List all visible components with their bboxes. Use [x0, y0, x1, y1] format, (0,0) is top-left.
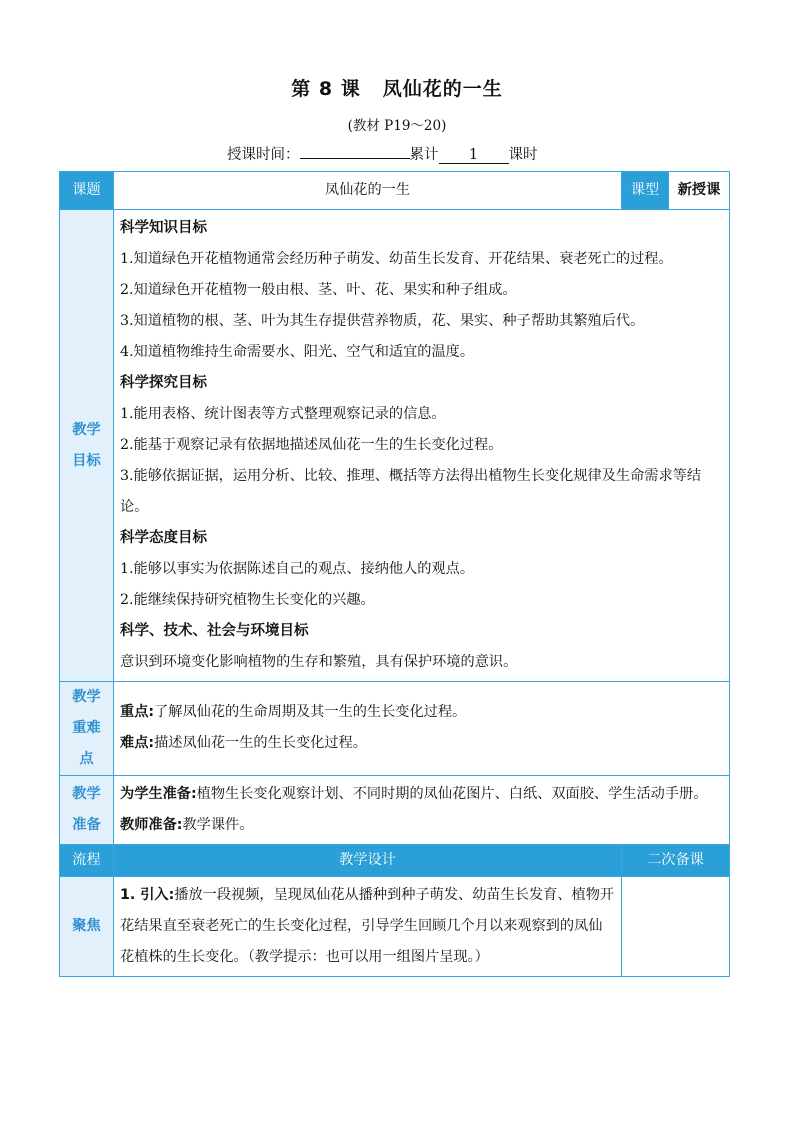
teacher-prep — [120, 810, 723, 841]
flow-header-process: 流程 — [60, 845, 114, 877]
topic-value: 凤仙花的一生 — [114, 172, 622, 210]
flow-header-revision: 二次备课 — [622, 845, 730, 877]
keypoints-label-line2: 重难 — [72, 720, 101, 736]
lesson-plan-table — [59, 171, 730, 977]
teacher-prep-text: 教学课件。 — [182, 817, 254, 833]
focus-row — [60, 877, 730, 977]
focus-paragraph — [120, 880, 615, 973]
student-prep-text: 植物生长变化观察计划、不同时期的凤仙花图片、白纸、双面胶、学生活动手册。 — [196, 786, 708, 802]
goals-label — [60, 210, 114, 682]
keypoints-label-line3: 点 — [79, 751, 94, 767]
teacher-prep-label: 教师准备: — [120, 817, 183, 833]
knowledge-item: 3.知道植物的根、茎、叶为其生存提供营养物质，花、果实、种子帮助其繁殖后代。 — [120, 313, 645, 329]
student-prep-label: 为学生准备: — [120, 786, 197, 802]
sts-item: 意识到环境变化影响植物的生存和繁殖，具有保护环境的意识。 — [120, 654, 518, 670]
goals-row — [60, 210, 730, 682]
goals-content — [114, 210, 730, 682]
cumulative-blank — [439, 147, 509, 164]
keypoints-label — [60, 682, 114, 776]
lesson-meta — [227, 143, 538, 164]
prep-label — [60, 776, 114, 845]
type-label: 课型 — [622, 172, 669, 210]
focus-step-label: 1. 引入: — [120, 887, 175, 903]
inquiry-item: 2.能基于观察记录有依据地描述凤仙花一生的生长变化过程。 — [120, 437, 503, 453]
cumulative-label: 累计 — [409, 147, 439, 163]
lesson-title: 凤仙花的一生 — [382, 78, 503, 100]
prep-label-line1: 教学 — [72, 786, 101, 802]
inquiry-item: 3.能够依据证据，运用分析、比较、推理、概括等方法得出植物生长变化规律及生命需求等结论。 — [120, 468, 702, 515]
unit-label: 课时 — [508, 147, 538, 163]
keypoints-row — [60, 682, 730, 776]
flow-header-row — [60, 845, 730, 877]
knowledge-item: 1.知道绿色开花植物通常会经历种子萌发、幼苗生长发育、开花结果、衰老死亡的过程。 — [120, 251, 673, 267]
student-prep — [120, 779, 723, 810]
focus-text: 播放一段视频，呈现凤仙花从播种到种子萌发、幼苗生长发育、植物开花结果直至衰老死亡的生长变化过程，引导学生回顾几个月以来观察到的凤仙花植株的生长变化。（教学提示：也可以用一组图片呈现。） — [120, 887, 615, 965]
key-point-text: 了解凤仙花的生命周期及其一生的生长变化过程。 — [154, 703, 467, 720]
time-blank — [300, 144, 410, 159]
difficult-point-text: 描述凤仙花一生的生长变化过程。 — [154, 734, 367, 751]
difficult-point-label: 难点: — [120, 734, 155, 751]
topic-row — [60, 172, 730, 210]
prep-row — [60, 776, 730, 845]
flow-header-design: 教学设计 — [114, 845, 622, 877]
keypoints-content — [114, 682, 730, 776]
attitude-item: 1.能够以事实为依据陈述自己的观点、接纳他人的观点。 — [120, 561, 475, 577]
knowledge-item: 4.知道植物维持生命需要水、阳光、空气和适宜的温度。 — [120, 344, 475, 360]
inquiry-item: 1.能用表格、统计图表等方式整理观察记录的信息。 — [120, 406, 446, 422]
sts-title: 科学、技术、社会与环境目标 — [120, 623, 309, 639]
time-label: 授课时间： — [227, 147, 300, 163]
prep-label-line2: 准备 — [72, 817, 101, 833]
focus-revision-cell[interactable] — [622, 877, 730, 977]
difficult-point — [120, 728, 723, 759]
type-value: 新授课 — [669, 172, 730, 210]
inquiry-title: 科学探究目标 — [120, 375, 207, 391]
prep-content — [114, 776, 730, 845]
keypoints-label-line1: 教学 — [72, 689, 101, 705]
knowledge-title: 科学知识目标 — [120, 220, 207, 236]
topic-label: 课题 — [60, 172, 114, 210]
textbook-reference: (教材 P19～20) — [347, 118, 447, 134]
key-point-label: 重点: — [120, 703, 155, 720]
attitude-title: 科学态度目标 — [120, 530, 207, 546]
focus-content — [114, 877, 622, 977]
page-title — [0, 74, 794, 101]
cumulative-value: 1 — [468, 147, 479, 163]
goals-label-line2: 目标 — [72, 452, 101, 469]
focus-label: 聚焦 — [60, 877, 114, 977]
attitude-item: 2.能继续保持研究植物生长变化的兴趣。 — [120, 592, 375, 608]
key-point — [120, 697, 723, 728]
lesson-number: 第 8 课 — [291, 78, 361, 100]
goals-label-line1: 教学 — [72, 421, 101, 438]
knowledge-item: 2.知道绿色开花植物一般由根、茎、叶、花、果实和种子组成。 — [120, 282, 517, 298]
